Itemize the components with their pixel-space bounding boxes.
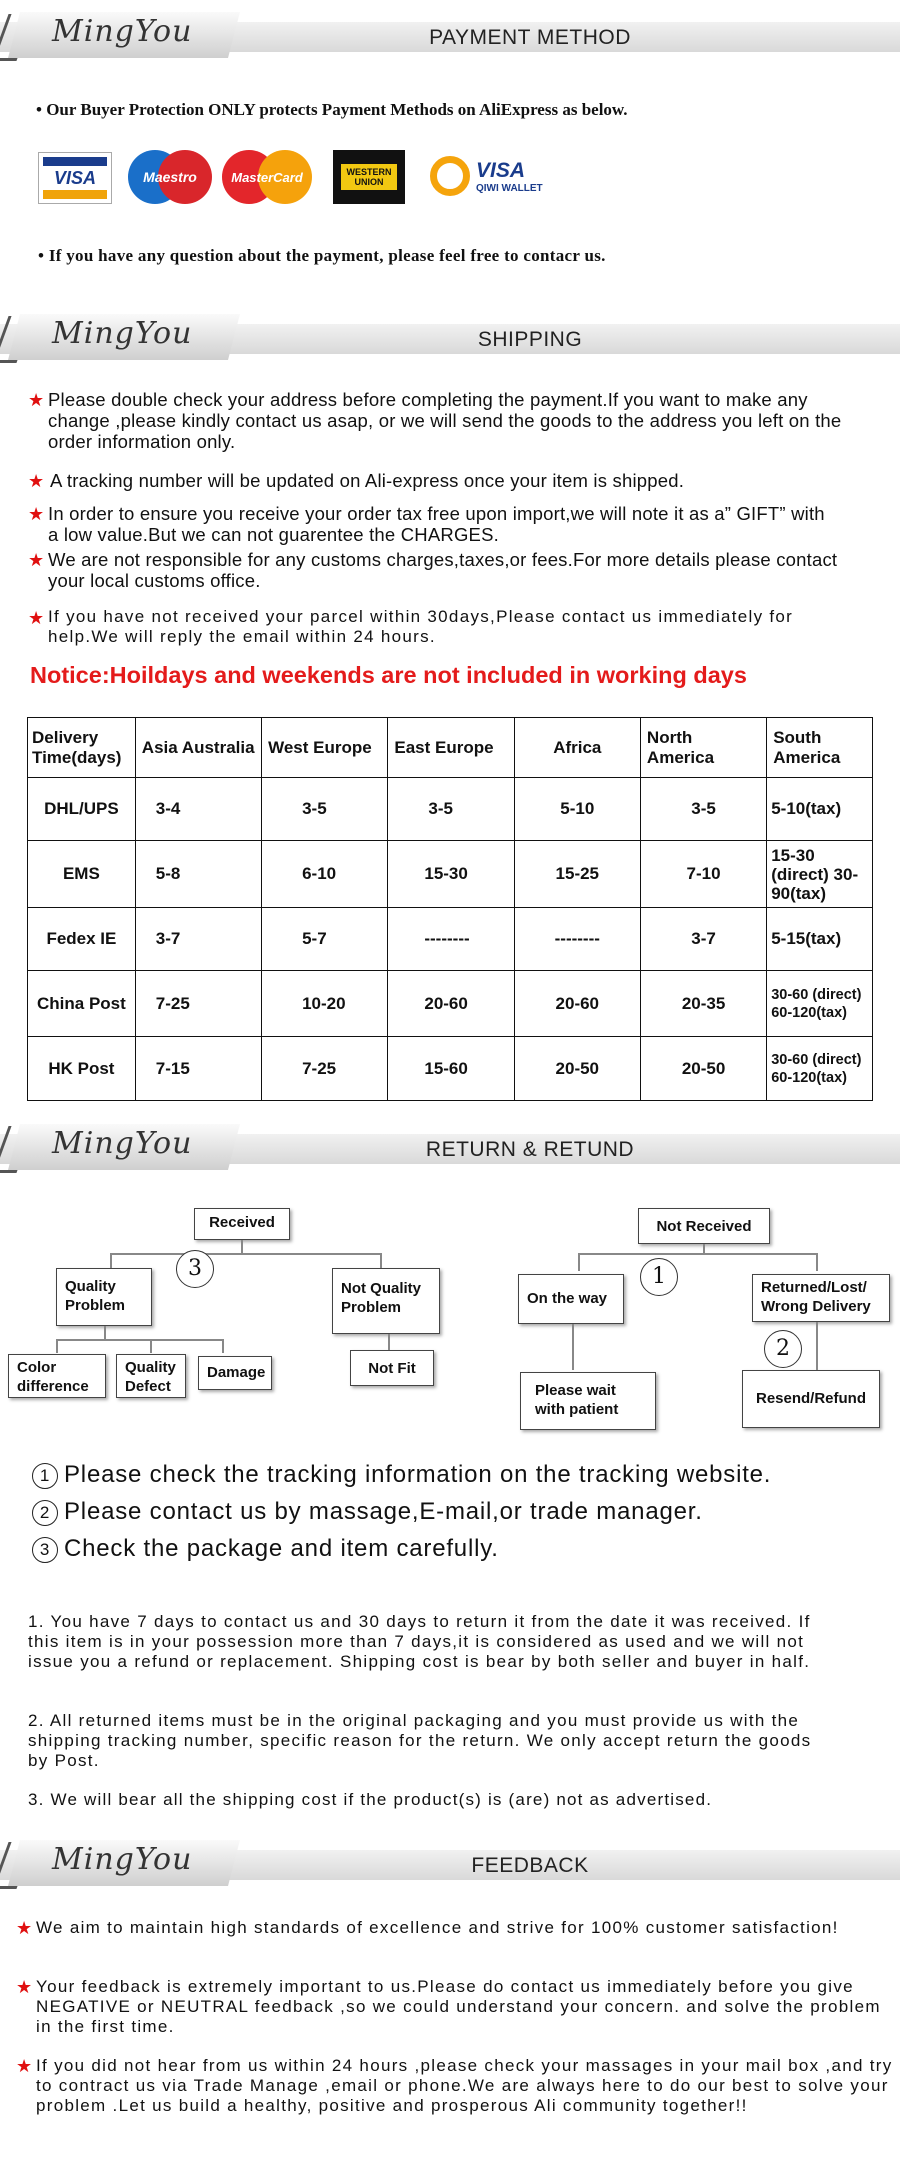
return-step: 2 Please contact us by massage,E-mail,or trade manager. <box>32 1498 703 1526</box>
table-header: South America <box>767 718 873 778</box>
step-number-marker: 3 <box>32 1537 58 1563</box>
return-rule: 2. All returned items must be in the original packaging and you must provide us with the shipping tracking number, specific reason for the return. We only accept return the goods by Post. <box>28 1711 812 1770</box>
flow-resend-refund: Resend/Refund <box>742 1370 880 1428</box>
feedback-item: Your feedback is extremely important to us.Please do contact us immediately before you give NEGATIVE or NEUTRAL feedback ,so we could understand your concern. and solve the problem in the first time. <box>36 1977 881 2036</box>
notice-text: Notice:Hoildays and weekends are not included in working days <box>30 662 747 688</box>
section-title: SHIPPING <box>477 328 583 351</box>
section-title: RETURN & RETUND <box>425 1138 635 1161</box>
return-rule: 3. We will bear all the shipping cost if the product(s) is (are) not as advertised. <box>28 1790 713 1809</box>
payment-note: • Our Buyer Protection ONLY protects Payment Methods on AliExpress as below. <box>36 100 628 119</box>
table-cell: 15-30 <box>388 841 514 908</box>
flow-connector <box>578 1253 818 1255</box>
table-cell: HK Post <box>28 1037 136 1101</box>
table-header: Delivery Time(days) <box>28 718 136 778</box>
table-cell: 20-50 <box>514 1037 640 1101</box>
flow-step-2-marker: 2 <box>764 1330 802 1368</box>
table-cell: Fedex IE <box>28 908 136 971</box>
flow-received: Received <box>194 1208 290 1240</box>
table-cell: 3-4 <box>135 778 261 841</box>
table-cell: 20-50 <box>640 1037 766 1101</box>
flow-not-fit: Not Fit <box>350 1350 434 1386</box>
table-cell: 20-60 <box>388 971 514 1037</box>
shipping-item: A tracking number will be updated on Ali-express once your item is shipped. <box>50 470 685 491</box>
shipping-item: Please double check your address before completing the payment.If you want to make any change ,please kindly contact us asap, or we will send the goods to the address you left on the order information only. <box>48 389 842 452</box>
flow-connector <box>222 1339 224 1353</box>
step-number-marker: 1 <box>32 1463 58 1489</box>
flow-connector <box>816 1322 818 1370</box>
flow-connector <box>56 1339 58 1353</box>
table-cell: China Post <box>28 971 136 1037</box>
table-header: North America <box>640 718 766 778</box>
table-row <box>28 778 873 841</box>
qiwi-wallet-logo: VISA QIWI WALLET <box>430 150 560 202</box>
table-cell: 5-10(tax) <box>767 778 873 841</box>
feedback-star: ★ <box>16 2056 33 2076</box>
section-title: FEEDBACK <box>471 1854 589 1877</box>
table-cell: 5-7 <box>262 908 388 971</box>
step-number-marker: 2 <box>32 1500 58 1526</box>
section-title: PAYMENT METHOD <box>429 26 631 49</box>
table-cell: 15-30 (direct) 30-90(tax) <box>767 841 873 908</box>
flow-connector <box>578 1253 580 1271</box>
visa-logo: VISA <box>38 152 112 204</box>
table-cell: 20-35 <box>640 971 766 1037</box>
brand-logo: MingYou <box>52 1842 193 1877</box>
section-banner-return <box>0 1124 900 1172</box>
flow-connector <box>572 1324 574 1370</box>
table-header: Africa <box>514 718 640 778</box>
return-rule: 1. You have 7 days to contact us and 30 days to return it from the date it was received. If this item is in your possession more than 7 days,it is considered as used and we will not issue you a refund or replacement. Shipping cost is bear by both seller and buyer in half. <box>28 1612 811 1671</box>
table-header-row <box>28 718 873 778</box>
section-banner-payment <box>0 12 900 60</box>
mastercard-logo: MasterCard <box>222 150 312 204</box>
shipping-star: ★ <box>28 471 45 491</box>
flow-connector <box>241 1240 243 1254</box>
shipping-star: ★ <box>28 504 45 524</box>
table-cell: 6-10 <box>262 841 388 908</box>
section-banner-shipping <box>0 314 900 362</box>
flow-step-3-marker: 3 <box>176 1250 214 1288</box>
flow-damage: Damage <box>198 1356 272 1390</box>
western-union-logo: WESTERN UNION <box>333 150 405 204</box>
shipping-item: We are not responsible for any customs charges,taxes,or fees.For more details please contact your local customs office. <box>48 549 838 591</box>
delivery-time-table <box>27 717 873 1101</box>
flow-step-1-marker: 1 <box>640 1258 678 1296</box>
brand-logo: MingYou <box>52 14 193 49</box>
flow-connector <box>816 1253 818 1271</box>
flow-connector <box>380 1253 382 1269</box>
shipping-star: ★ <box>28 608 45 628</box>
table-cell: 5-15(tax) <box>767 908 873 971</box>
table-cell: 3-7 <box>135 908 261 971</box>
flow-connector <box>104 1326 106 1340</box>
feedback-star: ★ <box>16 1977 33 1997</box>
table-cell: 7-25 <box>262 1037 388 1101</box>
maestro-logo: Maestro <box>128 150 212 204</box>
flow-color-difference: Color difference <box>8 1354 106 1398</box>
table-cell: 7-15 <box>135 1037 261 1101</box>
payment-contact-note: • If you have any question about the payment, please feel free to contacr us. <box>38 246 606 265</box>
flow-quality-problem: Quality Problem <box>56 1268 152 1326</box>
table-cell: -------- <box>388 908 514 971</box>
table-row <box>28 971 873 1037</box>
shipping-item: If you have not received your parcel within 30days,Please contact us immediately for help.We will reply the email within 24 hours. <box>48 607 794 646</box>
flow-please-wait: Please wait with patient <box>520 1372 656 1430</box>
feedback-star: ★ <box>16 1918 33 1938</box>
table-cell: DHL/UPS <box>28 778 136 841</box>
flow-returned-lost-wrong: Returned/Lost/ Wrong Delivery <box>752 1274 890 1322</box>
table-cell: 15-60 <box>388 1037 514 1101</box>
table-cell: 7-10 <box>640 841 766 908</box>
table-row <box>28 841 873 908</box>
table-cell: 5-10 <box>514 778 640 841</box>
flow-connector <box>150 1339 152 1353</box>
brand-logo: MingYou <box>52 316 193 351</box>
table-cell: 20-60 <box>514 971 640 1037</box>
flow-not-received: Not Received <box>638 1208 770 1244</box>
table-cell: 3-5 <box>640 778 766 841</box>
flow-connector <box>110 1253 112 1269</box>
flow-not-quality-problem: Not Quality Problem <box>332 1268 440 1334</box>
brand-logo: MingYou <box>52 1126 193 1161</box>
flow-connector <box>388 1334 390 1350</box>
section-banner-feedback <box>0 1840 900 1888</box>
table-cell: 5-8 <box>135 841 261 908</box>
feedback-item: We aim to maintain high standards of excellence and strive for 100% customer satisfaction! <box>36 1918 839 1937</box>
table-cell: 3-7 <box>640 908 766 971</box>
table-header: East Europe <box>388 718 514 778</box>
table-cell: 3-5 <box>388 778 514 841</box>
table-row <box>28 1037 873 1101</box>
table-cell: 3-5 <box>262 778 388 841</box>
table-cell: 7-25 <box>135 971 261 1037</box>
flow-connector <box>110 1253 382 1255</box>
table-header: West Europe <box>262 718 388 778</box>
table-cell: 10-20 <box>262 971 388 1037</box>
return-step: 1 Please check the tracking information on the tracking website. <box>32 1461 771 1489</box>
table-cell: 30-60 (direct) 60-120(tax) <box>767 1037 873 1101</box>
flow-connector <box>56 1339 224 1341</box>
table-header: Asia Australia <box>135 718 261 778</box>
shipping-star: ★ <box>28 550 45 570</box>
flow-quality-defect: Quality Defect <box>116 1354 186 1398</box>
table-row <box>28 908 873 971</box>
feedback-item: If you did not hear from us within 24 hours ,please check your massages in your mail box ,and try to contract us via Trade Manage ,email or phone.We are always here to do our best to solve your problem .Let us build a healthy, positive and prosperous Ali community together!! <box>36 2056 893 2115</box>
table-cell: 30-60 (direct) 60-120(tax) <box>767 971 873 1037</box>
table-cell: EMS <box>28 841 136 908</box>
table-cell: -------- <box>514 908 640 971</box>
return-step: 3 Check the package and item carefully. <box>32 1535 499 1563</box>
shipping-star: ★ <box>28 390 45 410</box>
shipping-item: In order to ensure you receive your order tax free upon import,we will note it as a” GIFT” with a low value.But we can not guarentee the CHARGES. <box>48 503 825 545</box>
table-cell: 15-25 <box>514 841 640 908</box>
flow-on-the-way: On the way <box>518 1274 624 1324</box>
